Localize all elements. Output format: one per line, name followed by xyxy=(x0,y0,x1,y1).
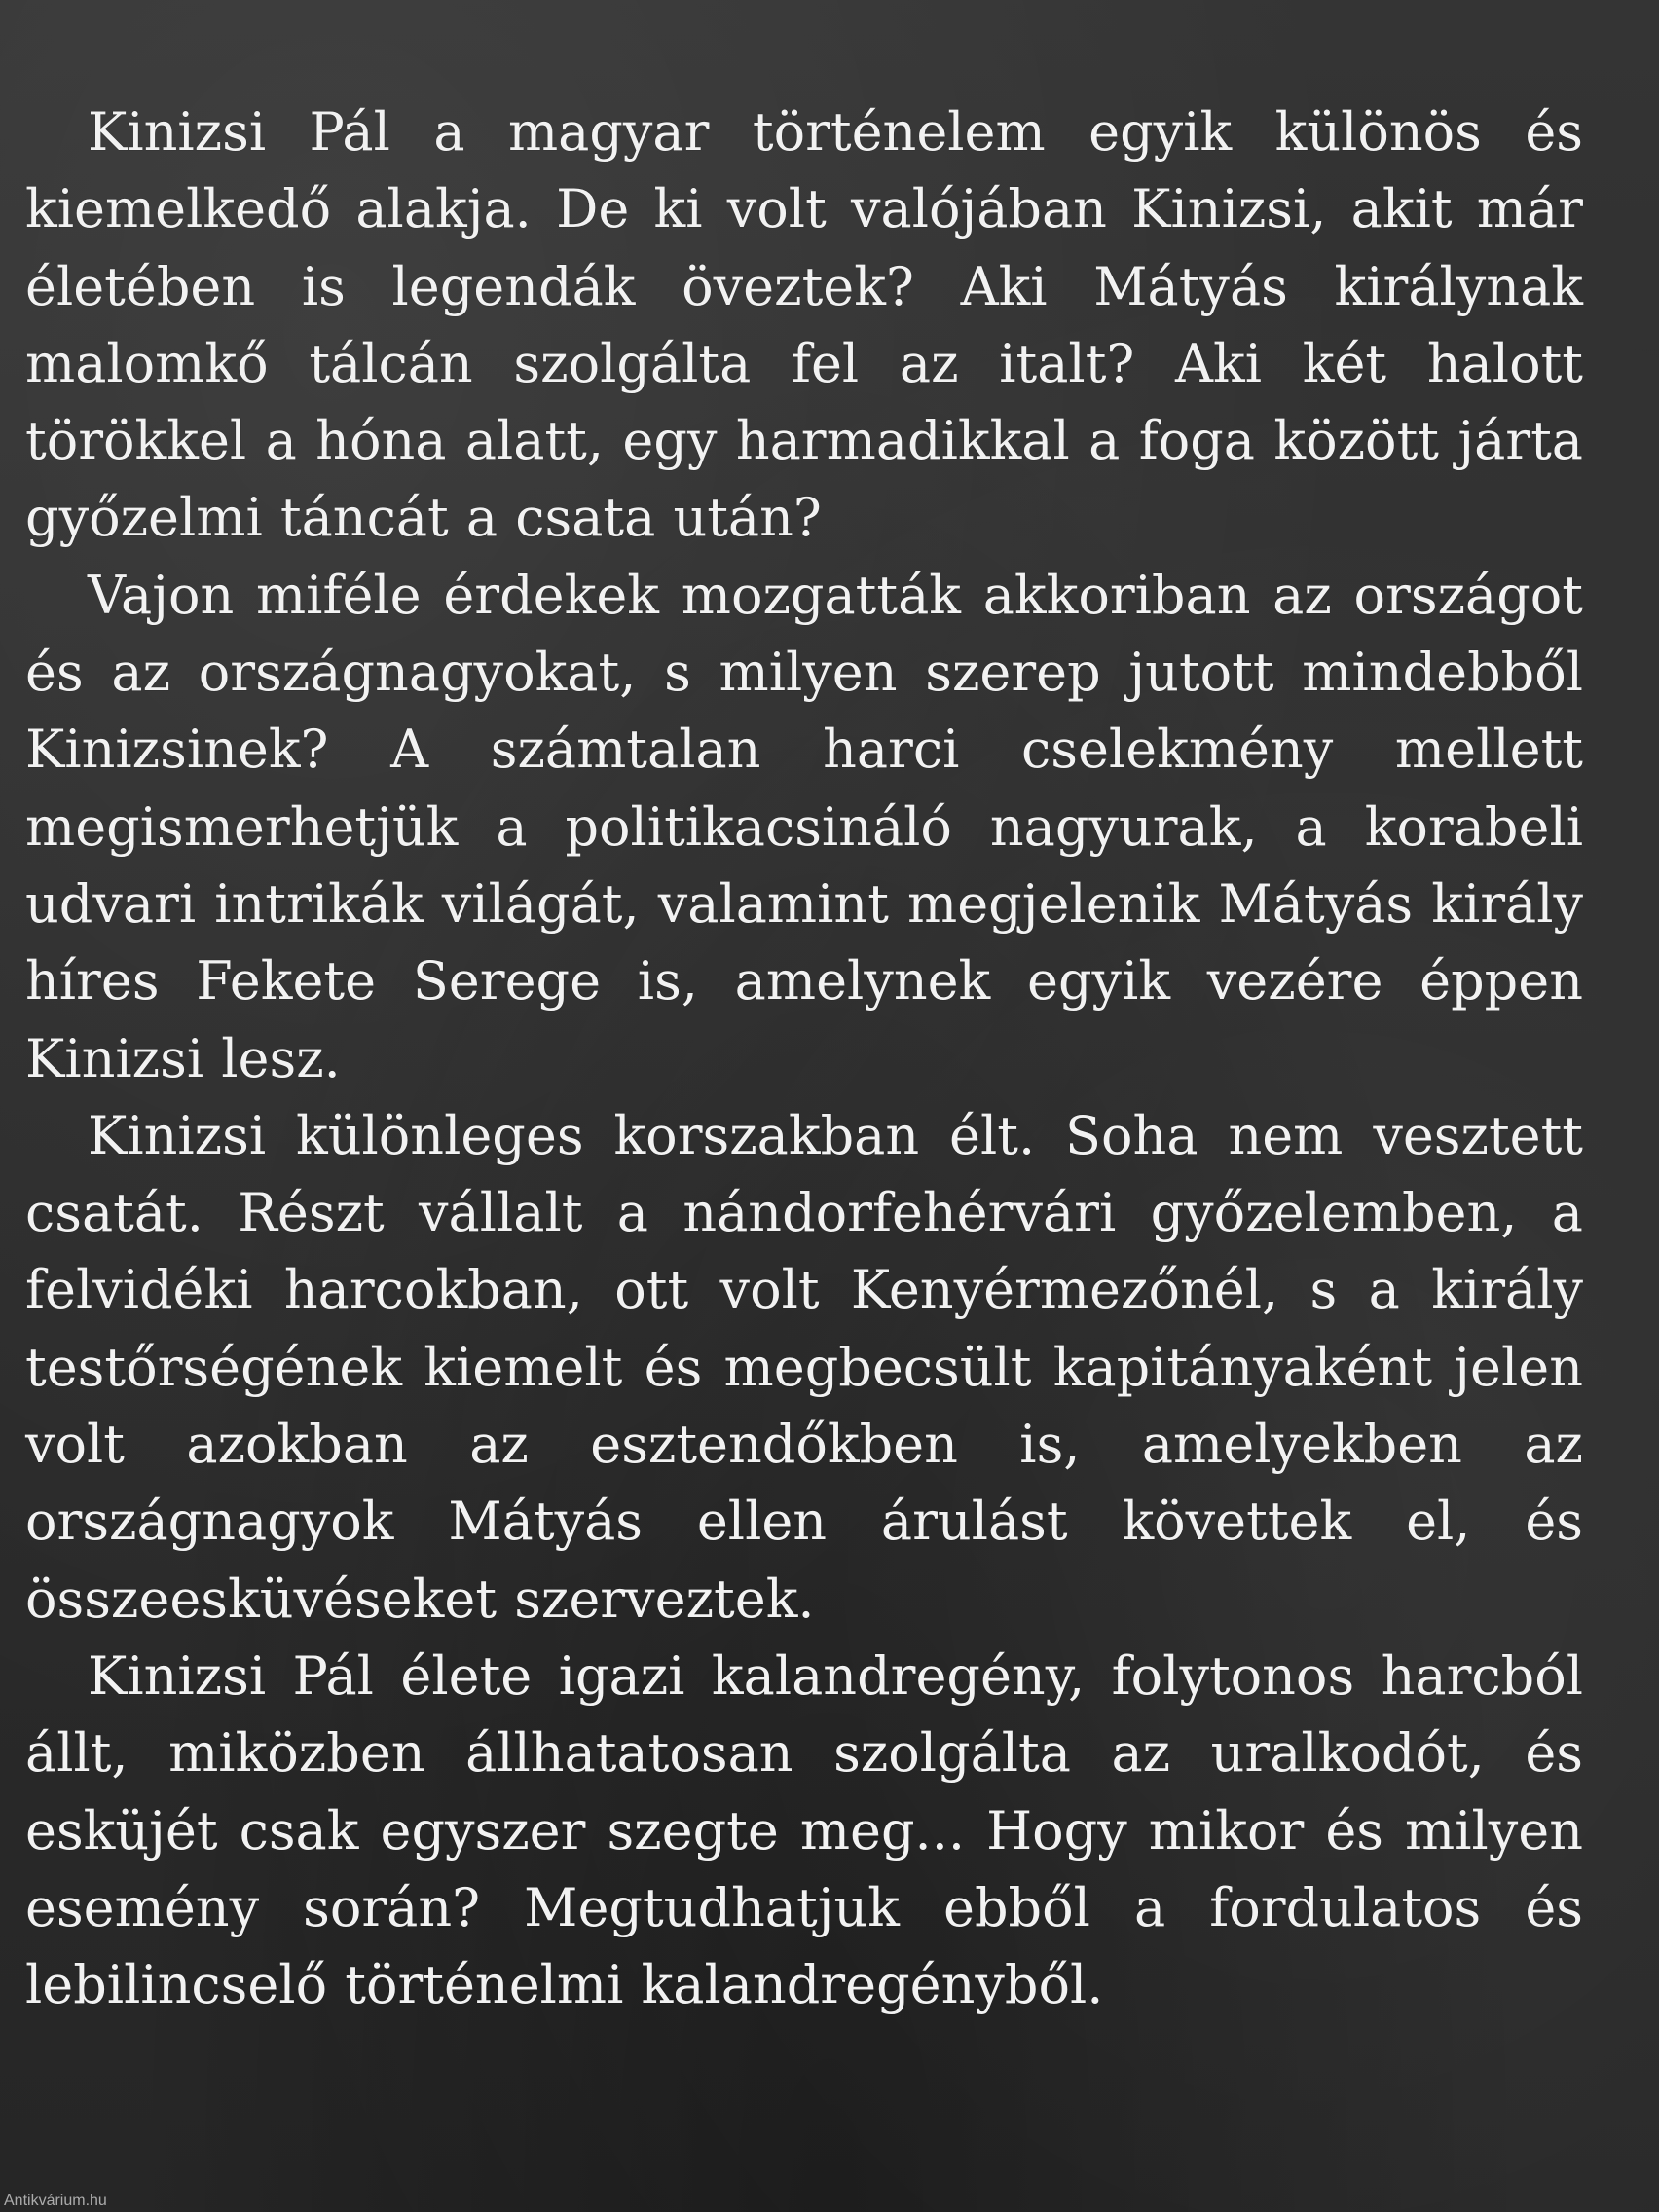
blurb-paragraph-3: Kinizsi különleges korszakban élt. Soha nem vesztett csatát. Részt vállalt a nándorfehérvári győzelemben, a felvidéki harcokban, ott volt Kenyérmezőnél, s a király testőrségének kiemelt és megbecsült kapitányaként jelen volt azokban az esztendőkben is, amelyekben az országnagyok Mátyás ellen árulást követtek el, és összeesküvéseket szerveztek. xyxy=(25,1104,1583,1630)
blurb-paragraph-1: Kinizsi Pál a magyar történelem egyik különös és kiemelkedő alakja. De ki volt valójában Kinizsi, akit már életében is legendák öveztek? Aki Mátyás királynak malomkő tálcán szolgálta fel az italt? Aki két halott törökkel a hóna alatt, egy harmadikkal a foga között járta győzelmi táncát a csata után? xyxy=(25,101,1583,549)
blurb-paragraph-4: Kinizsi Pál élete igazi kalandregény, folytonos harcból állt, miközben állhatatosan szolgálta az uralkodót, és esküjét csak egyszer szegte meg... Hogy mikor és milyen esemény során? Megtudhatjuk ebből a fordulatos és lebilincselő történelmi kalandregényből. xyxy=(25,1644,1583,2016)
source-watermark: Antikvárium.hu xyxy=(4,2193,107,2209)
blurb-paragraph-2: Vajon miféle érdekek mozgatták akkoriban az országot és az országnagyokat, s milyen szerep jutott mindebből Kinizsinek? A számtalan harci cselekmény mellett megismerhetjük a politikacsináló nagyurak, a korabeli udvari intrikák világát, valamint megjelenik Mátyás király híres Fekete Serege is, amelynek egyik vezére éppen Kinizsi lesz. xyxy=(25,564,1583,1089)
back-cover-blurb xyxy=(25,93,1583,2023)
